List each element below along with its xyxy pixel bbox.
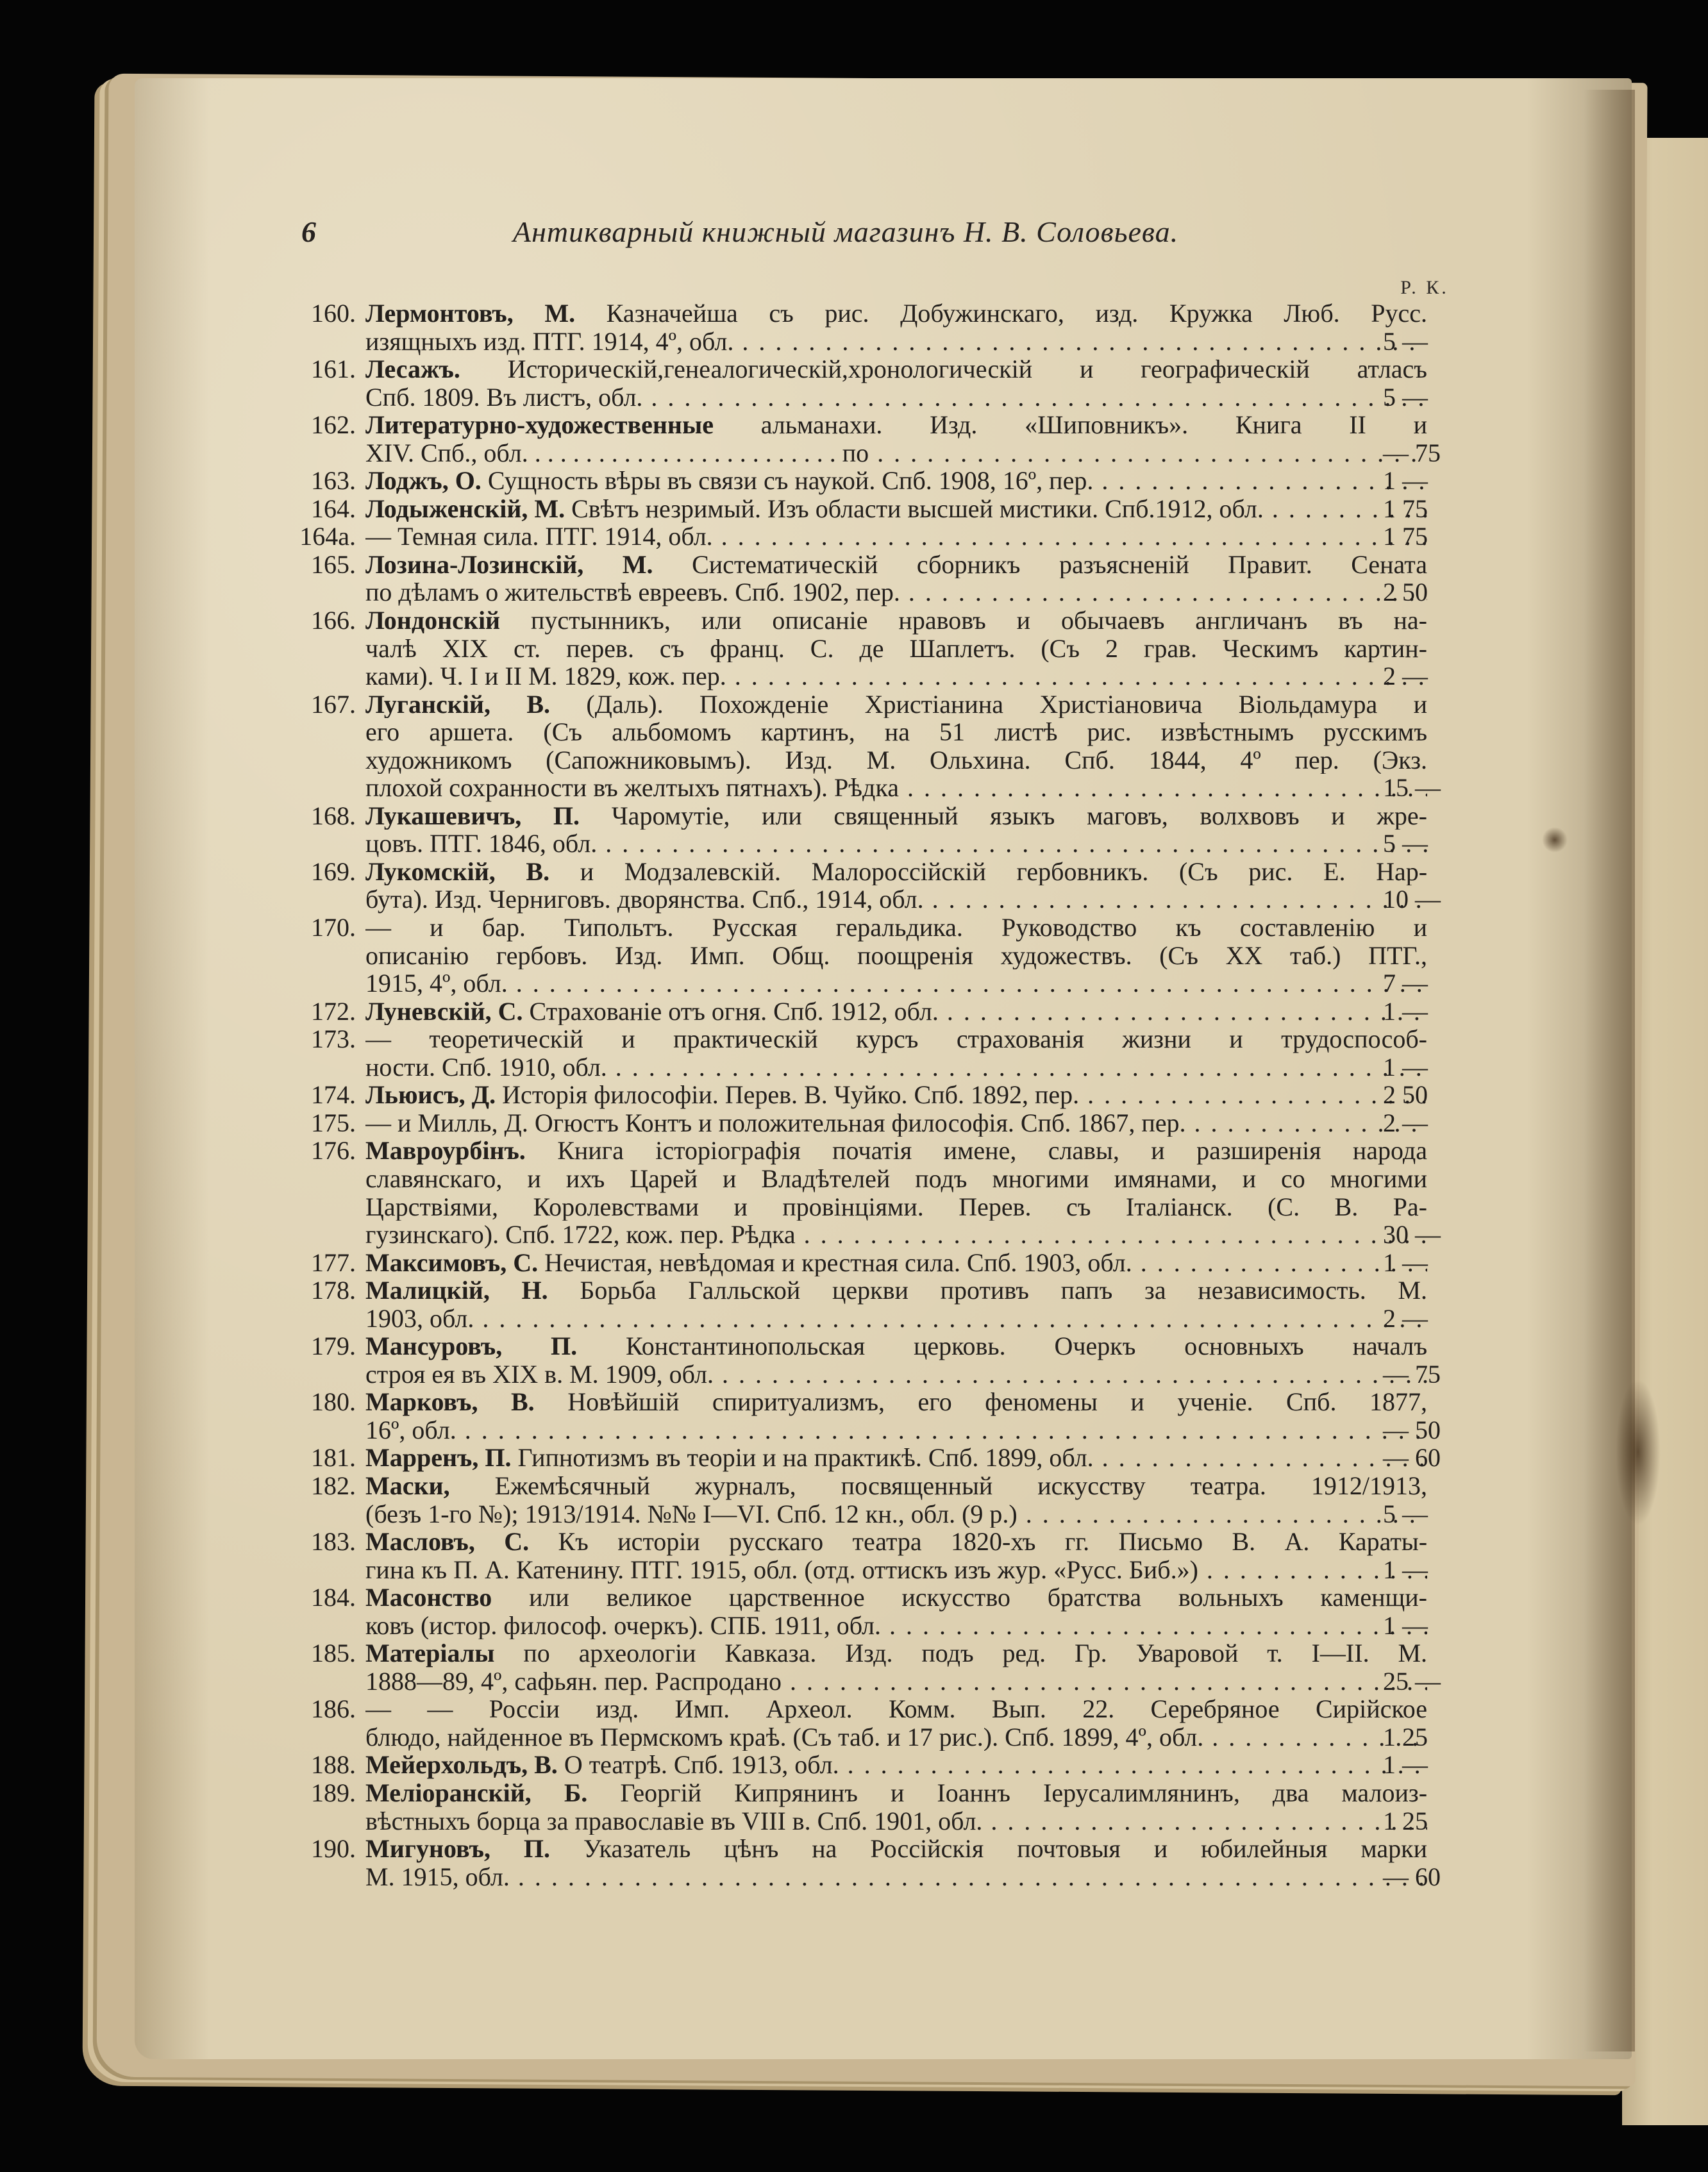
entry-line-text: пустынникъ, или описаніе нравовъ и обычаевъ англичанъ въ на-	[531, 606, 1427, 635]
entry-text	[365, 1807, 1427, 1835]
entry-line-text: вѣстныхъ борца за православіе въ VIII в. Спб. 1901, обл.	[365, 1807, 983, 1835]
entry-line-text: чалѣ XIX ст. перев. съ франц. С. де Шаплетъ. (Съ 2 грав. Ческимъ картин-	[365, 634, 1427, 663]
catalog-entry	[282, 1388, 1468, 1444]
entry-number: 168.	[311, 801, 356, 830]
entry-line-text: Казначейша съ рис. Добужинскаго, изд. Кружка Люб. Русс.	[606, 299, 1427, 328]
entry-text	[365, 1695, 1427, 1723]
entry-line-text: — теоретическій и практическій курсъ страхованія жизни и трудоспособ-	[365, 1025, 1427, 1053]
entry-author: Мейерхольдъ, В.	[365, 1751, 558, 1779]
entry-text	[365, 1193, 1427, 1221]
entry-line-text: Спб. 1809. Въ листъ, обл.	[365, 383, 643, 412]
entry-text	[365, 1053, 1427, 1082]
entry-text	[365, 383, 1427, 412]
entry-text	[365, 551, 1427, 579]
entry-text	[365, 1025, 1427, 1053]
entry-text	[365, 635, 1427, 663]
entry-line	[282, 1025, 1468, 1053]
entry-text	[365, 1863, 1427, 1891]
entry-line	[282, 1807, 1468, 1835]
entry-line	[282, 467, 1468, 495]
catalog-entry	[282, 411, 1468, 467]
entry-text	[365, 1388, 1427, 1416]
entry-line	[282, 1388, 1468, 1416]
entry-text	[365, 718, 1427, 746]
entry-text	[365, 830, 1427, 858]
entry-text	[365, 1472, 1427, 1500]
entry-line-text: по дѣламъ о жительствѣ евреевъ. Спб. 1902, пер.	[365, 578, 900, 607]
entry-author: Лукомскій, В.	[365, 857, 550, 886]
entry-line-text: ности. Спб. 1910, обл.	[365, 1053, 607, 1082]
entry-text	[365, 1137, 1427, 1165]
entry-text	[365, 1249, 1427, 1277]
entry-line	[282, 1667, 1468, 1696]
catalog-entry	[282, 1444, 1468, 1472]
entry-line-text: Борьба Галльской церкви противъ папъ за независимость. М.	[580, 1276, 1427, 1305]
entry-text	[365, 411, 1427, 439]
entry-text	[365, 1165, 1427, 1193]
entry-text	[365, 1081, 1427, 1109]
entry-line-text: и Модзалевскій. Малороссійскій гербовникъ. (Съ рис. Е. Нар-	[580, 857, 1427, 886]
catalog-entry	[282, 1779, 1468, 1835]
entry-text	[365, 1109, 1427, 1137]
entry-line	[282, 411, 1468, 439]
entry-line	[282, 1528, 1468, 1556]
entry-line-text: ковъ (истор. философ. очеркъ). СПБ. 1911, обл.	[365, 1611, 882, 1640]
entry-text	[365, 746, 1427, 774]
entry-text	[365, 1305, 1427, 1333]
entry-number: 173.	[311, 1024, 356, 1054]
entry-line	[282, 1583, 1468, 1612]
entry-line	[282, 662, 1468, 690]
entry-number: 178.	[311, 1276, 356, 1305]
gutter-shadow	[1584, 90, 1635, 2051]
entry-number: 174.	[311, 1080, 356, 1110]
entry-number: 161.	[311, 355, 356, 384]
entry-number: 184.	[311, 1583, 356, 1612]
entry-text	[365, 1528, 1427, 1556]
entry-number: 188.	[311, 1750, 356, 1780]
entry-line	[282, 383, 1468, 412]
running-head	[301, 215, 1334, 253]
catalog-entry	[282, 914, 1468, 998]
entry-price: 30 —	[1383, 1220, 1441, 1249]
catalog-entry	[282, 998, 1468, 1026]
entry-price: 15 —	[1383, 773, 1441, 803]
entry-line	[282, 969, 1468, 998]
entry-text	[365, 1556, 1427, 1584]
entry-author: Меліоранскій, Б.	[365, 1778, 588, 1807]
entry-line-text: гина къ П. А. Катенину. ПТГ. 1915, обл. (отд. оттискъ изъ жур. «Русс. Биб.»)	[365, 1555, 1198, 1584]
catalog-entry	[282, 1137, 1468, 1248]
entry-line-text: ками). Ч. I и II М. 1829, кож. пер.	[365, 662, 726, 690]
entry-line-text: XIV. Спб., обл. . . . . . . . . . . . . . . . . . . . . . . . . по	[365, 439, 869, 467]
entry-line	[282, 1137, 1468, 1165]
entry-text	[365, 328, 1427, 356]
entry-text	[365, 802, 1427, 830]
entry-price: 2 50	[1383, 578, 1428, 607]
entry-line	[282, 1639, 1468, 1667]
catalog-entry	[282, 1639, 1468, 1695]
entry-line-text: Царствіями, Королевствами и провінціями. Перев. съ Італіанск. (С. В. Ра-	[365, 1192, 1427, 1221]
entry-text	[365, 1835, 1427, 1863]
entry-line	[282, 1444, 1468, 1472]
entry-line-text: 1888—89, 4º, сафьян. пер. Распродано	[365, 1667, 782, 1696]
entry-line-text: (безъ 1-го №); 1913/1914. №№ I—VI. Спб. 12 кн., обл. (9 р.)	[365, 1500, 1017, 1528]
entry-author: Лермонтовъ, М.	[365, 299, 576, 328]
entry-number: 165.	[311, 549, 356, 579]
entry-text	[365, 969, 1427, 998]
entry-line-text: — — Россіи изд. Имп. Археол. Комм. Вып. 22. Серебряное Сирійское	[365, 1695, 1427, 1723]
entry-text	[365, 1779, 1427, 1807]
entry-line-text: О театрѣ. Спб. 1913, обл.	[564, 1751, 839, 1779]
entry-price: 1 25	[1383, 1722, 1428, 1751]
entry-price: — 50	[1383, 1415, 1441, 1444]
entry-line-text: Чаромутіе, или священный языкъ маговъ, волхвовъ и жре-	[611, 801, 1427, 830]
entry-number: 183.	[311, 1527, 356, 1557]
entry-price: — 75	[1383, 1359, 1441, 1389]
entry-author: Максимовъ, С.	[365, 1248, 539, 1277]
entry-line	[282, 1723, 1468, 1751]
entry-line-text: 16º, обл.	[365, 1416, 456, 1444]
entry-line-text: изящныхъ изд. ПТГ. 1914, 4º, обл.	[365, 327, 734, 356]
entry-price: 1 —	[1383, 466, 1428, 496]
entry-line-text: Ежемѣсячный журналъ, посвященный искусству театра. 1912/1913,	[494, 1471, 1427, 1500]
entry-text	[365, 1612, 1427, 1640]
entry-text	[365, 467, 1427, 495]
entry-author: Льюисъ, Д.	[365, 1081, 496, 1109]
entry-number: 181.	[311, 1443, 356, 1473]
entry-price: 1 —	[1383, 1750, 1428, 1780]
entry-line	[282, 746, 1468, 774]
entry-line	[282, 1249, 1468, 1277]
entry-number: 164а.	[299, 522, 356, 551]
entry-text	[365, 1639, 1427, 1667]
catalog-entry	[282, 1528, 1468, 1583]
entry-line-text: Георгій Кипрянинъ и Іоаннъ Іерусалимлянинъ, два малоиз-	[620, 1778, 1427, 1807]
entry-author: Мансуровъ, П.	[365, 1332, 578, 1360]
catalog-entry	[282, 1472, 1468, 1528]
entry-number: 179.	[311, 1332, 356, 1361]
entry-line	[282, 1305, 1468, 1333]
entry-text	[365, 914, 1427, 942]
catalog-entry	[282, 467, 1468, 495]
entry-line-text: или великое царственное искусство братства вольныхъ каменщи-	[529, 1583, 1427, 1612]
entry-line	[282, 1332, 1468, 1360]
entry-line-text: Историческій,генеалогическій,хронологическій и географическій атласъ	[507, 355, 1427, 383]
entry-author: Луневскій, С.	[365, 997, 523, 1026]
entry-price: 5 —	[1383, 829, 1428, 858]
entry-line	[282, 1276, 1468, 1305]
page-number: 6	[301, 215, 316, 248]
entry-line	[282, 998, 1468, 1026]
catalog-entry	[282, 299, 1468, 355]
entry-text	[365, 522, 1427, 551]
catalog-entries	[282, 299, 1468, 1891]
catalog-entry	[282, 1109, 1468, 1137]
entry-price: 5 —	[1383, 382, 1428, 412]
catalog-entry	[282, 1695, 1468, 1751]
entry-number: 177.	[311, 1248, 356, 1277]
entry-line-text: строя ея въ XIX в. М. 1909, обл.	[365, 1360, 714, 1389]
entry-line-text: 1915, 4º, обл.	[365, 969, 508, 998]
entry-price: 5 —	[1383, 326, 1428, 356]
entry-text	[365, 885, 1427, 914]
entry-line	[282, 1612, 1468, 1640]
entry-line	[282, 1193, 1468, 1221]
catalog-entry	[282, 1751, 1468, 1779]
entry-line	[282, 1779, 1468, 1807]
entry-line	[282, 885, 1468, 914]
entry-text	[365, 1583, 1427, 1612]
entry-number: 166.	[311, 606, 356, 635]
running-head-title: Антикварный книжный магазинъ Н. В. Соловьева.	[513, 215, 1179, 248]
entry-author: Лондонскій	[365, 606, 501, 635]
entry-text	[365, 690, 1427, 719]
entry-line	[282, 1556, 1468, 1584]
entry-text	[365, 1332, 1427, 1360]
entry-line-text: Константинопольская церковь. Очеркъ основныхъ началъ	[626, 1332, 1427, 1360]
entry-author: Лозина-Лозинскій, М.	[365, 550, 653, 579]
entry-line	[282, 606, 1468, 635]
entry-line	[282, 914, 1468, 942]
entry-number: 160.	[311, 299, 356, 328]
entry-line	[282, 1695, 1468, 1723]
entry-line-text: Новѣйшій спиритуализмъ, его феномены и ученіе. Спб. 1877,	[567, 1388, 1427, 1416]
entry-author: Мигуновъ, П.	[365, 1835, 550, 1863]
entry-number: 186.	[311, 1694, 356, 1724]
entry-price: 1 75	[1383, 522, 1428, 551]
entry-line	[282, 1751, 1468, 1779]
entry-line	[282, 1416, 1468, 1444]
entry-number: 169.	[311, 856, 356, 886]
entry-line	[282, 1500, 1468, 1528]
catalog-entry	[282, 522, 1468, 551]
entry-line-text: 1903, обл.	[365, 1304, 474, 1333]
catalog-entry	[282, 1081, 1468, 1109]
entry-line	[282, 774, 1468, 802]
entry-line-text: его аршета. (Съ альбомомъ картинъ, на 51 листѣ рис. извѣстнымъ русскимъ	[365, 718, 1427, 746]
entry-line-text: Къ исторіи русскаго театра 1820-хъ гг. Письмо В. А. Караты-	[558, 1528, 1427, 1556]
entry-text	[365, 606, 1427, 635]
entry-price: 25 —	[1383, 1666, 1441, 1696]
entry-line	[282, 1109, 1468, 1137]
entry-price: 1 —	[1383, 1610, 1428, 1640]
entry-line-text: Исторія философіи. Перев. В. Чуйко. Спб. 1892, пер.	[502, 1081, 1080, 1109]
entry-line-text: Сущность вѣры въ связи съ наукой. Спб. 1908, 16º, пер.	[487, 467, 1094, 495]
entry-number: 170.	[311, 913, 356, 942]
entry-price: 2 50	[1383, 1080, 1428, 1110]
entry-price: 2 —	[1383, 662, 1428, 691]
entry-author: Лесажъ.	[365, 355, 460, 383]
catalog-entry	[282, 551, 1468, 606]
entry-line	[282, 690, 1468, 719]
entry-line-text: цовъ. ПТГ. 1846, обл.	[365, 830, 598, 858]
catalog-entry	[282, 690, 1468, 802]
entry-text	[365, 1221, 1427, 1249]
entry-price: — 60	[1383, 1862, 1441, 1891]
entry-price: 1 —	[1383, 1248, 1428, 1277]
entry-line-text: блюдо, найденное въ Пермскомъ краѣ. (Съ таб. и 17 рис.). Спб. 1899, 4º, обл.	[365, 1723, 1204, 1751]
entry-number: 172.	[311, 996, 356, 1026]
entry-line-text: Систематическій сборникъ разъясненій Правит. Сената	[692, 550, 1427, 579]
entry-price: 1 —	[1383, 1052, 1428, 1082]
entry-price: 1 —	[1383, 1555, 1428, 1584]
entry-text	[365, 1276, 1427, 1305]
entry-line-text: описанію гербовъ. Изд. Имп. Общ. поощренія художествъ. (Съ XX таб.) ПТГ.,	[365, 941, 1427, 970]
entry-text	[365, 858, 1427, 886]
entry-text	[365, 1751, 1427, 1779]
entry-price: 1 —	[1383, 996, 1428, 1026]
entry-line	[282, 299, 1468, 328]
catalog-entry	[282, 1025, 1468, 1081]
entry-line	[282, 1221, 1468, 1249]
entry-line	[282, 495, 1468, 523]
catalog-entry	[282, 858, 1468, 914]
entry-line-text: плохой сохранности въ желтыхъ пятнахъ). Рѣдка	[365, 774, 899, 802]
entry-author: Мавроурбінъ.	[365, 1137, 526, 1165]
entry-line	[282, 439, 1468, 467]
entry-line-text: по археологіи Кавказа. Изд. подъ ред. Гр. Уваровой т. I—II. М.	[523, 1639, 1427, 1667]
entry-number: 164.	[311, 494, 356, 523]
entry-author: Лоджъ, О.	[365, 467, 481, 495]
entry-line-text: славянскаго, и ихъ Царей и Владѣтелей подъ многими имянами, и со многими	[365, 1164, 1427, 1193]
catalog-entry	[282, 1249, 1468, 1277]
catalog-entry	[282, 1583, 1468, 1639]
catalog-entry	[282, 1332, 1468, 1388]
entry-number: 182.	[311, 1471, 356, 1500]
entry-text	[365, 1360, 1427, 1389]
entry-line	[282, 578, 1468, 606]
entry-author: Малицкій, Н.	[365, 1276, 548, 1305]
entry-line-text: Книга історіографія початія имене, славы, и разширенія народа	[557, 1137, 1427, 1165]
entry-number: 180.	[311, 1387, 356, 1417]
entry-price: 7 —	[1383, 969, 1428, 998]
entry-text	[365, 942, 1427, 970]
entry-author: Луганскій, В.	[365, 690, 550, 719]
entry-line-text: Нечистая, невѣдомая и крестная сила. Спб. 1903, обл.	[544, 1248, 1132, 1277]
entry-line	[282, 1053, 1468, 1082]
entry-line	[282, 1360, 1468, 1389]
entry-line	[282, 1081, 1468, 1109]
entry-text	[365, 1723, 1427, 1751]
entry-line	[282, 830, 1468, 858]
entry-author: Маски,	[365, 1471, 450, 1500]
entry-line-text: бута). Изд. Черниговъ. дворянства. Спб., 1914, обл.	[365, 885, 924, 914]
catalog-entry	[282, 1835, 1468, 1891]
entry-price: — 60	[1383, 1443, 1441, 1473]
ink-stain	[1616, 1378, 1661, 1526]
entry-text	[365, 439, 1427, 467]
entry-author: Марренъ, П.	[365, 1444, 512, 1472]
entry-text	[365, 662, 1427, 690]
entry-text	[365, 1500, 1427, 1528]
entry-text	[365, 355, 1427, 383]
entry-line	[282, 1863, 1468, 1891]
entry-line-text: — и Милль, Д. Огюстъ Контъ и положительная философія. Спб. 1867, пер.	[365, 1108, 1186, 1137]
entry-line-text: альманахи. Изд. «Шиповникъ». Книга II и	[760, 411, 1427, 439]
entry-line-text: — Темная сила. ПТГ. 1914, обл.	[365, 522, 713, 551]
ink-spot	[1542, 827, 1568, 853]
entry-price: 2 —	[1383, 1303, 1428, 1333]
catalog-entry	[282, 495, 1468, 523]
catalog-entry	[282, 606, 1468, 690]
entry-text	[365, 1444, 1427, 1472]
entry-price: 5 —	[1383, 1499, 1428, 1528]
entry-author: Матеріалы	[365, 1639, 495, 1667]
entry-text	[365, 299, 1427, 328]
price-column-header: Р. К.	[1400, 277, 1449, 298]
entry-line-text: М. 1915, обл.	[365, 1862, 510, 1891]
entry-line-text: Гипнотизмъ въ теоріи и на практикѣ. Спб. 1899, обл.	[517, 1444, 1094, 1472]
entry-number: 162.	[311, 410, 356, 440]
entry-line-text: Страхованіе отъ огня. Спб. 1912, обл.	[529, 997, 939, 1026]
entry-number: 163.	[311, 466, 356, 496]
entry-author: Лукашевичъ, П.	[365, 801, 580, 830]
catalog-entry	[282, 1276, 1468, 1332]
entry-line-text: художникомъ (Сапожниковымъ). Изд. М. Ольхина. Спб. 1844, 4º пер. (Экз.	[365, 746, 1427, 774]
entry-price: 1 25	[1383, 1806, 1428, 1835]
entry-price: — 75	[1383, 438, 1441, 467]
entry-line-text: Указатель цѣнъ на Россійскія почтовыя и юбилейныя марки	[583, 1835, 1427, 1863]
entry-author: Лодыженскій, М.	[365, 494, 565, 523]
entry-line-text: гузинскаго). Спб. 1722, кож. пер. Рѣдка	[365, 1221, 796, 1249]
entry-author: Литературно-художественные	[365, 411, 714, 439]
catalog-entry	[282, 355, 1468, 411]
entry-line	[282, 1165, 1468, 1193]
entry-number: 189.	[311, 1778, 356, 1807]
entry-line	[282, 1835, 1468, 1863]
entry-number: 175.	[311, 1108, 356, 1137]
entry-line-text: — и бар. Типольтъ. Русская геральдика. Руководство къ составленію и	[365, 914, 1427, 942]
entry-line	[282, 355, 1468, 383]
catalog-entry	[282, 802, 1468, 858]
entry-number: 176.	[311, 1136, 356, 1165]
entry-price: 10 —	[1383, 885, 1441, 914]
entry-text	[365, 578, 1427, 606]
entry-number: 185.	[311, 1639, 356, 1668]
entry-price: 2 —	[1383, 1108, 1428, 1137]
entry-text	[365, 1416, 1427, 1444]
entry-line	[282, 551, 1468, 579]
entry-text	[365, 1667, 1427, 1696]
entry-author: Масловъ, С.	[365, 1528, 530, 1556]
entry-line	[282, 1472, 1468, 1500]
entry-line-text: Свѣтъ незримый. Изъ области высшей мистики. Спб.1912, обл.	[571, 494, 1264, 523]
entry-line	[282, 802, 1468, 830]
entry-line	[282, 522, 1468, 551]
entry-author: Марковъ, В.	[365, 1388, 535, 1416]
entry-text	[365, 495, 1427, 523]
entry-text	[365, 774, 1427, 802]
entry-number: 190.	[311, 1834, 356, 1864]
entry-author: Масонство	[365, 1583, 492, 1612]
entry-line	[282, 858, 1468, 886]
entry-text	[365, 998, 1427, 1026]
entry-line	[282, 328, 1468, 356]
entry-number: 167.	[311, 689, 356, 719]
entry-line	[282, 635, 1468, 663]
entry-line	[282, 718, 1468, 746]
entry-line-text: (Даль). Похожденіе Христіанина Христіановича Віольдамура и	[586, 690, 1427, 719]
entry-price: 1 75	[1383, 494, 1428, 523]
entry-line	[282, 942, 1468, 970]
